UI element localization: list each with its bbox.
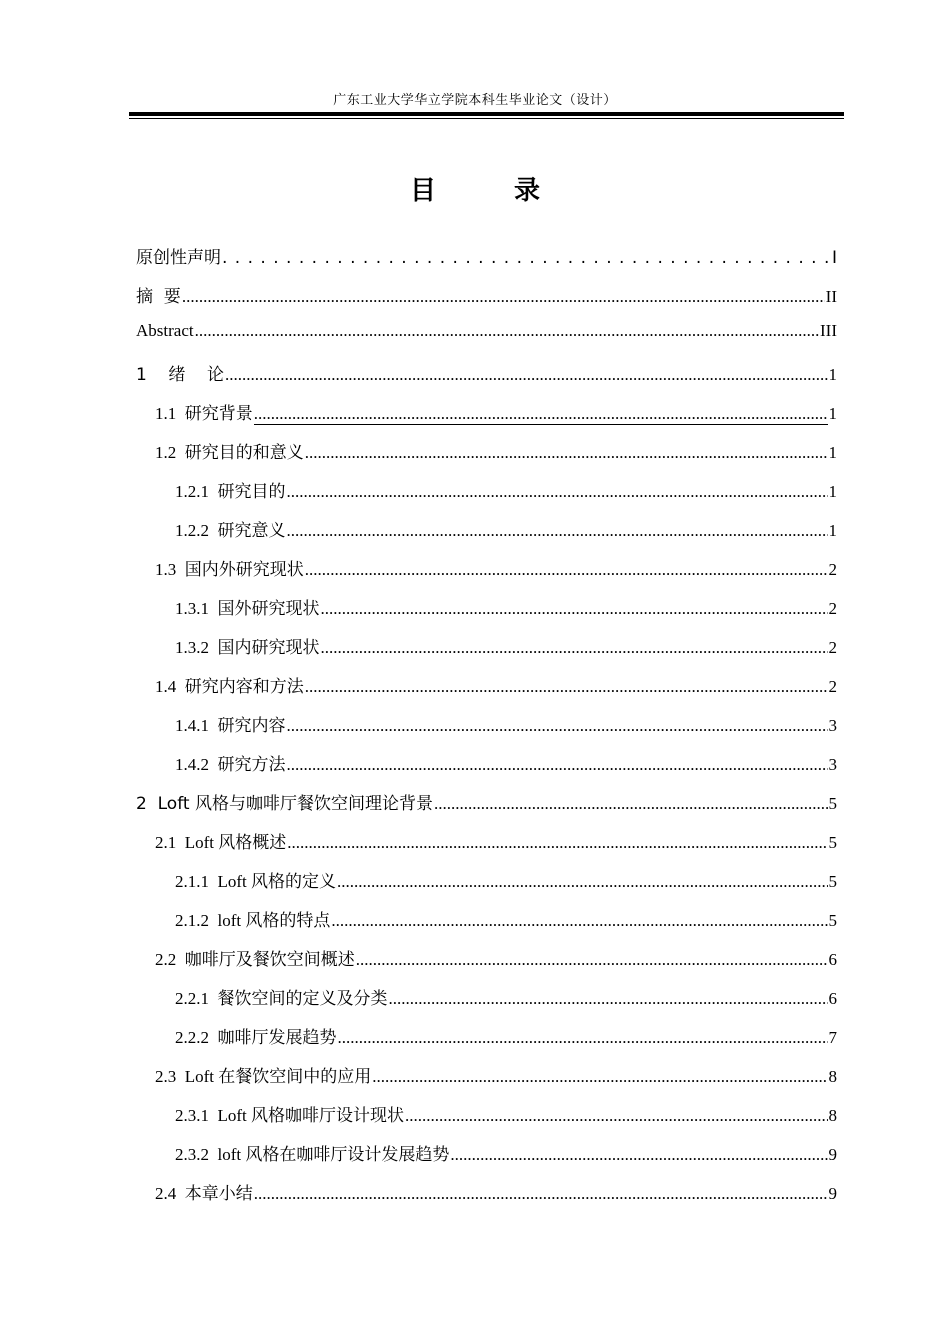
toc-entry[interactable] xyxy=(136,282,837,306)
toc-entry-page: 9 xyxy=(828,1184,837,1203)
toc-entry-page: I xyxy=(831,248,837,268)
toc-entry-label: 1.3.1 国外研究现状 xyxy=(175,599,320,618)
toc-entry[interactable] xyxy=(175,984,837,1008)
toc-dot-leader xyxy=(287,482,828,502)
toc-dot-leader xyxy=(372,1067,827,1087)
toc-entry-page: 5 xyxy=(828,833,837,852)
toc-entry[interactable] xyxy=(155,438,837,462)
toc-entry-page: III xyxy=(820,321,837,340)
toc-entry[interactable] xyxy=(155,555,837,579)
toc-entry-page: 5 xyxy=(828,911,837,930)
toc-entry-page: 3 xyxy=(828,716,837,735)
toc-entry[interactable] xyxy=(175,750,837,774)
toc-entry[interactable] xyxy=(175,711,837,735)
toc-entry-page: 7 xyxy=(828,1028,837,1047)
toc-entry-page: 1 xyxy=(828,482,837,501)
toc-dot-leader xyxy=(450,1145,827,1165)
toc-entry-page: 3 xyxy=(828,755,837,774)
toc-dot-leader xyxy=(331,911,827,931)
toc-dot-leader xyxy=(225,365,827,385)
toc-entry[interactable] xyxy=(155,1062,837,1086)
header-rule-thick xyxy=(129,112,844,116)
toc-dot-leader xyxy=(195,321,819,341)
toc-entry[interactable] xyxy=(155,399,837,423)
toc-dot-leader xyxy=(182,287,825,307)
toc-entry-label: 1.1 研究背景 xyxy=(155,404,253,423)
toc-entry[interactable] xyxy=(155,1179,837,1203)
toc-entry-label: 1.2.1 研究目的 xyxy=(175,482,286,501)
toc-entry-page: 9 xyxy=(828,1145,837,1164)
toc-entry[interactable] xyxy=(155,672,837,696)
toc-dot-leader xyxy=(434,794,828,814)
toc-dot-leader xyxy=(222,248,831,268)
toc-dot-leader xyxy=(337,872,827,892)
toc-entry-label: 1.4.1 研究内容 xyxy=(175,716,286,735)
toc-dot-leader xyxy=(287,755,828,775)
toc-dot-leader xyxy=(287,833,827,853)
toc-dot-leader xyxy=(287,716,828,736)
toc-entry-page: 2 xyxy=(828,638,837,657)
toc-entry-label: 摘 要 xyxy=(136,287,181,307)
toc-entry-label: 2.1.2 loft 风格的特点 xyxy=(175,911,331,930)
toc-entry[interactable] xyxy=(136,789,837,813)
toc-entry-page: 5 xyxy=(828,794,837,813)
toc-entry[interactable] xyxy=(175,633,837,657)
toc-entry[interactable] xyxy=(175,1140,837,1164)
toc-entry-page: 8 xyxy=(828,1106,837,1125)
toc-entry-label: 2.3.1 Loft 风格咖啡厅设计现状 xyxy=(175,1106,405,1125)
toc-dot-leader xyxy=(305,560,828,580)
toc-entry-label: 2.2.2 咖啡厅发展趋势 xyxy=(175,1028,337,1047)
toc-entry-label: Abstract xyxy=(136,321,194,340)
toc-entry-label: 1.4 研究内容和方法 xyxy=(155,677,304,696)
toc-dot-leader xyxy=(356,950,828,970)
toc-entry[interactable] xyxy=(175,1101,837,1125)
toc-entry-label: 1.4.2 研究方法 xyxy=(175,755,286,774)
toc-entry-label: 2 Loft 风格与咖啡厅餐饮空间理论背景 xyxy=(136,794,433,814)
toc-entry-page: 2 xyxy=(828,599,837,618)
toc-title: 目 录 xyxy=(409,176,566,206)
toc-dot-leader xyxy=(338,1028,828,1048)
toc-dot-leader xyxy=(321,599,828,619)
toc-entry[interactable] xyxy=(136,360,837,384)
toc-dot-leader xyxy=(254,1184,828,1204)
toc-dot-leader xyxy=(287,521,828,541)
toc-entry[interactable] xyxy=(155,828,837,852)
toc-entry-page: 6 xyxy=(828,950,837,969)
toc-entry[interactable] xyxy=(175,516,837,540)
toc-entry[interactable] xyxy=(175,477,837,501)
toc-entry[interactable] xyxy=(136,243,837,267)
toc-entry[interactable] xyxy=(175,1023,837,1047)
toc-entry-page: 6 xyxy=(828,989,837,1008)
toc-entry-label: 2.3.2 loft 风格在咖啡厅设计发展趋势 xyxy=(175,1145,450,1164)
toc-entry-label: 1.3.2 国内研究现状 xyxy=(175,638,320,657)
toc-entry-label: 1.2 研究目的和意义 xyxy=(155,443,304,462)
toc-entry-page: 2 xyxy=(828,560,837,579)
toc-entry-label: 2.3 Loft 在餐饮空间中的应用 xyxy=(155,1067,372,1086)
toc-entry-page: 1 xyxy=(828,521,837,540)
toc-dot-leader xyxy=(405,1106,827,1126)
toc-entry[interactable] xyxy=(175,906,837,930)
toc-entry-label: 1.3 国内外研究现状 xyxy=(155,560,304,579)
toc-entry-page: 5 xyxy=(828,872,837,891)
toc-entry-label: 2.2.1 餐饮空间的定义及分类 xyxy=(175,989,388,1008)
toc-entry-label: 原创性声明 xyxy=(136,248,221,268)
toc-entry[interactable] xyxy=(136,321,837,345)
toc-entry[interactable] xyxy=(175,867,837,891)
toc-dot-leader xyxy=(305,443,828,463)
page-header: 广东工业大学华立学院本科生毕业论文（设计） xyxy=(333,92,617,107)
header-rule-thin xyxy=(129,118,844,119)
toc-entry-page: II xyxy=(825,287,837,306)
toc-entry-page: 1 xyxy=(828,365,837,384)
toc-dot-leader xyxy=(321,638,828,658)
toc-entry-label: 1 绪 论 xyxy=(136,365,225,385)
toc-dot-leader xyxy=(254,404,828,425)
toc-dot-leader xyxy=(389,989,828,1009)
toc-entry-label: 2.1.1 Loft 风格的定义 xyxy=(175,872,337,891)
toc-entry-label: 2.4 本章小结 xyxy=(155,1184,253,1203)
toc-entry-page: 8 xyxy=(828,1067,837,1086)
toc-entry-page: 2 xyxy=(828,677,837,696)
toc-entry-page: 1 xyxy=(828,404,837,423)
toc-entry-page: 1 xyxy=(828,443,837,462)
toc-entry[interactable] xyxy=(155,945,837,969)
toc-entry-label: 2.2 咖啡厅及餐饮空间概述 xyxy=(155,950,355,969)
toc-dot-leader xyxy=(305,677,828,697)
toc-entry-label: 2.1 Loft 风格概述 xyxy=(155,833,287,852)
toc-entry-label: 1.2.2 研究意义 xyxy=(175,521,286,540)
toc-entry[interactable] xyxy=(175,594,837,618)
